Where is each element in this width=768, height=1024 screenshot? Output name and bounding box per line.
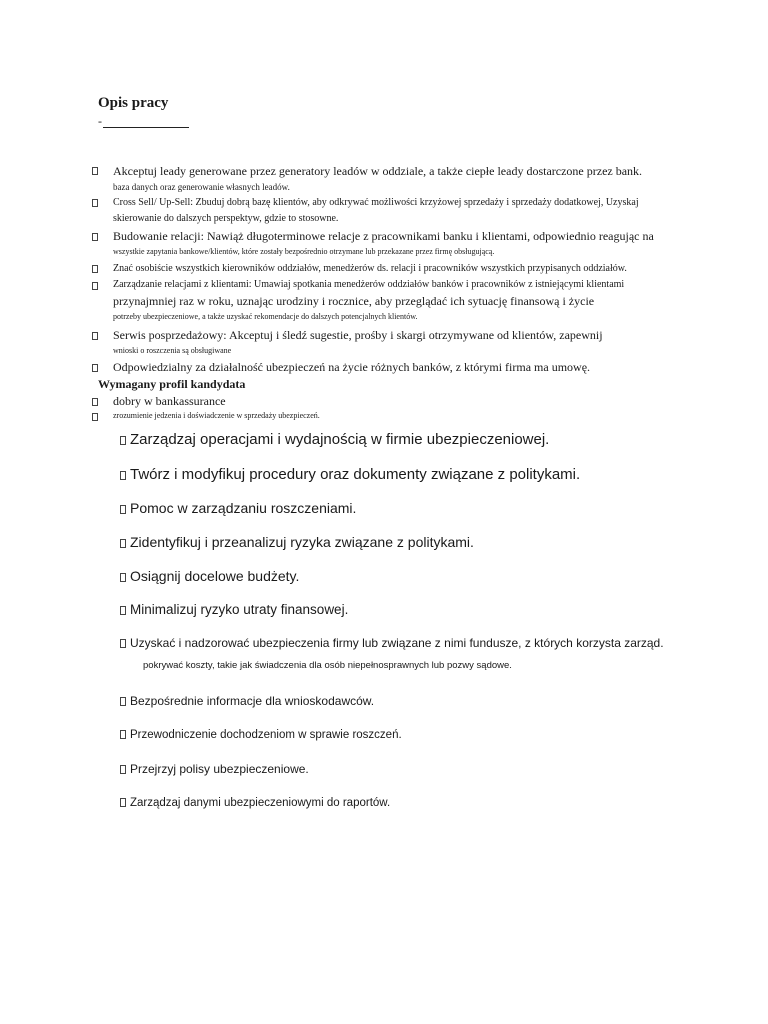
task-continuation: pokrywać koszty, takie jak świadczenia dla osób niepełnosprawnych lub pozwy sądowe.	[143, 660, 512, 671]
task-item: Osiągnij docelowe budżety.	[120, 568, 299, 584]
bullet-box-icon	[120, 505, 126, 514]
bullet-box-icon	[92, 413, 98, 421]
duty-line: Znać osobiście wszystkich kierowników oddziałów, menedżerów ds. relacji i pracowników wszystkich przypisanych oddziałów.	[113, 263, 627, 274]
bullet-box-icon	[92, 199, 98, 207]
bullet-box-icon	[92, 398, 98, 406]
duty-line: przynajmniej raz w roku, uznając urodziny i rocznice, aby przeglądać ich sytuację finansową i życie	[113, 294, 595, 308]
duty-sub: baza danych oraz generowanie własnych leadów.	[113, 182, 290, 192]
duty-line: Odpowiedzialny za działalność ubezpieczeń na życie różnych banków, z którymi firma ma umowę.	[113, 360, 591, 374]
bullet-box-icon	[120, 606, 126, 615]
task-item: Przejrzyj polisy ubezpieczeniowe.	[120, 762, 309, 776]
bullet-box-icon	[92, 332, 98, 340]
bullet-box-icon	[92, 282, 98, 290]
duty-sub: skierowanie do dalszych perspektyw, gdzie to stosowne.	[113, 213, 339, 224]
bullet-box-icon	[120, 573, 126, 582]
task-item: Minimalizuj ryzyko utraty finansowej.	[120, 602, 348, 617]
bullet-box-icon	[120, 436, 126, 445]
duty-line: Zarządzanie relacjami z klientami: Umawiaj spotkania menedżerów oddziałów banków i pracowników z istniejącymi klientami	[113, 279, 625, 290]
profile-heading: Wymagany profil kandydata	[98, 377, 246, 391]
duty-sub: wnioski o roszczenia są obsługiwane	[113, 346, 232, 355]
bullet-box-icon	[92, 167, 98, 175]
bullet-box-icon	[120, 765, 126, 774]
profile-item: zrozumienie jedzenia i doświadczenie w sprzedaży ubezpieczeń.	[113, 411, 320, 420]
task-item: Przewodniczenie dochodzeniom w sprawie roszczeń.	[120, 729, 402, 741]
bullet-box-icon	[92, 233, 98, 241]
bullet-box-icon	[120, 798, 126, 807]
duty-line: Budowanie relacji: Nawiąż długoterminowe relacje z pracownikami banku i klientami, odpowiednio reagując na	[113, 229, 654, 243]
bullet-box-icon	[92, 364, 98, 372]
title-underline	[103, 127, 189, 128]
bullet-box-icon	[120, 697, 126, 706]
task-item: Pomoc w zarządzaniu roszczeniami.	[120, 500, 356, 516]
duty-sub: wszystkie zapytania bankowe/klientów, które zostały bezpośrednio otrzymane lub przekazane przez firmę obsługującą.	[113, 247, 495, 256]
bullet-box-icon	[120, 639, 126, 648]
duty-line: Serwis posprzedażowy: Akceptuj i śledź sugestie, prośby i skargi otrzymywane od klientów, zapewnij	[113, 328, 603, 342]
task-item: Zidentyfikuj i przeanalizuj ryzyka związane z politykami.	[120, 534, 474, 550]
task-item: Bezpośrednie informacje dla wnioskodawców.	[120, 694, 374, 708]
title-dash: -	[98, 114, 102, 128]
task-item: Zarządzaj danymi ubezpieczeniowymi do raportów.	[120, 797, 390, 809]
duty-line: Akceptuj leady generowane przez generatory leadów w oddziale, a także ciepłe leady dostarczone przez bank.	[113, 164, 643, 178]
page-title: Opis pracy	[98, 95, 169, 111]
task-item: Uzyskać i nadzorować ubezpieczenia firmy lub związane z nimi fundusze, z których korzysta zarząd.	[120, 636, 664, 650]
bullet-box-icon	[120, 730, 126, 739]
task-item: Zarządzaj operacjami i wydajnością w firmie ubezpieczeniowej.	[120, 431, 549, 448]
duty-sub: potrzeby ubezpieczeniowe, a także uzyskać rekomendacje do dalszych potencjalnych klientów.	[113, 312, 418, 321]
bullet-box-icon	[92, 265, 98, 273]
bullet-box-icon	[120, 539, 126, 548]
duty-line: Cross Sell/ Up-Sell: Zbuduj dobrą bazę klientów, aby odkrywać możliwości krzyżowej sprzedaży i sprzedaży dodatkowej, Uzyskaj	[113, 197, 639, 208]
task-item: Twórz i modyfikuj procedury oraz dokumenty związane z politykami.	[120, 466, 580, 483]
profile-item: dobry w bankassurance	[113, 394, 226, 408]
bullet-box-icon	[120, 471, 126, 480]
